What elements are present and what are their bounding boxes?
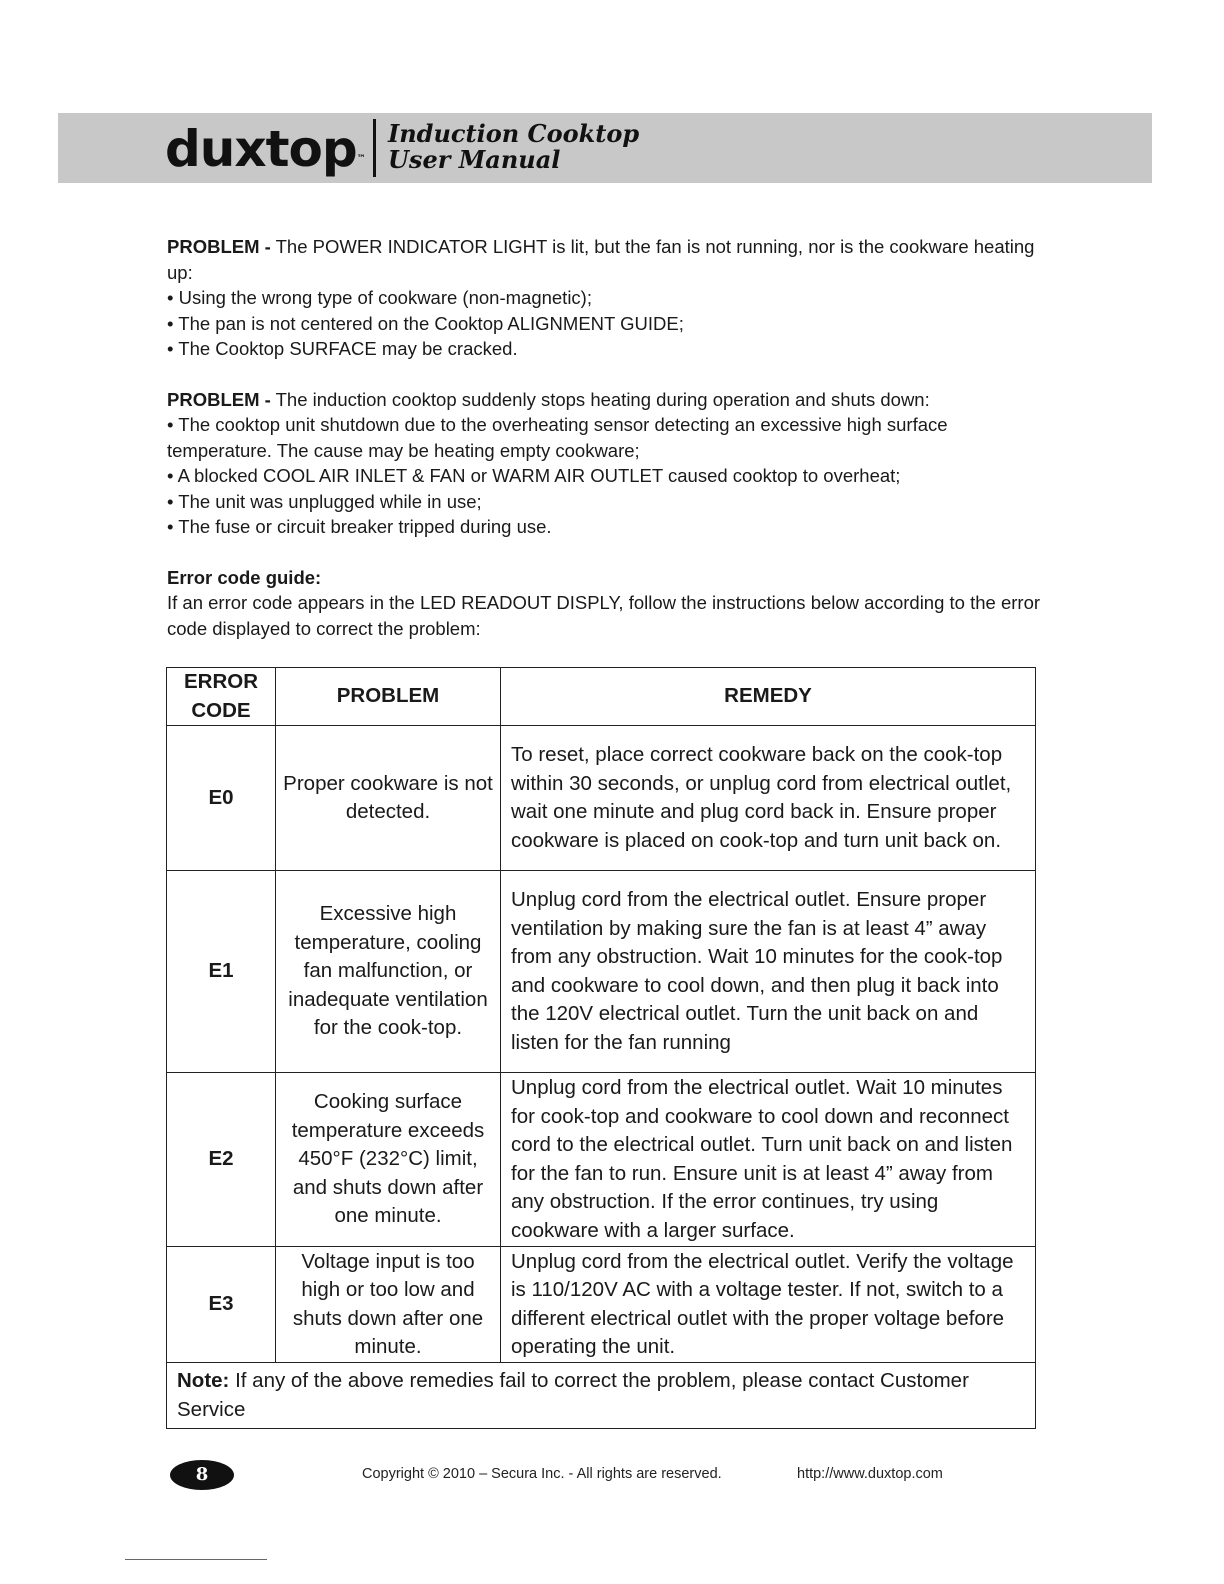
table-header-row <box>167 668 1036 726</box>
footnote-rule <box>125 1559 267 1560</box>
remedy-cell: Unplug cord from the electrical outlet. Ensure proper ventilation by making sure the fan is at least 4” away from any obstruction. Wait 10 minutes for the cook-top and cookware to cool down, and then plug it back into the 120V electrical outlet. Turn the unit back on and listen for the fan running <box>501 871 1036 1073</box>
problem-statement <box>167 234 1047 285</box>
table-row <box>167 726 1036 871</box>
manual-title <box>388 121 639 173</box>
bullet-item: • A blocked COOL AIR INLET & FAN or WARM AIR OUTLET caused cooktop to overheat; <box>167 465 901 486</box>
logo-trademark: ™ <box>356 154 366 164</box>
note-label: Note: <box>177 1369 230 1392</box>
header-remedy: REMEDY <box>501 668 1036 726</box>
duxtop-logo <box>165 121 366 177</box>
bullet-item: • The pan is not centered on the Cooktop ALIGNMENT GUIDE; <box>167 312 684 334</box>
header-error-code <box>167 668 276 726</box>
bullet-item: • The fuse or circuit breaker tripped during use. <box>167 516 552 537</box>
table-note-row <box>167 1363 1036 1429</box>
problem-cell: Excessive high temperature, cooling fan malfunction, or inadequate ventilation for the cook-top. <box>276 871 501 1073</box>
problem-label: PROBLEM - <box>167 388 271 410</box>
title-line-1: Induction Cooktop <box>388 119 640 148</box>
header-code-line-1: ERROR <box>183 670 259 693</box>
note-cell <box>167 1363 1036 1429</box>
problem-label: PROBLEM - <box>167 236 271 257</box>
header-code-line-2: CODE <box>191 698 251 722</box>
problem-statement <box>167 387 1047 413</box>
header-divider <box>373 119 376 177</box>
bullet-item: • The Cooktop SURFACE may be cracked. <box>167 338 518 359</box>
bullet-item: • The unit was unplugged while in use; <box>167 490 482 512</box>
error-guide-section <box>167 565 1047 642</box>
note-text: If any of the above remedies fail to correct the problem, please contact Customer Service <box>177 1369 969 1421</box>
table-row <box>167 1247 1036 1363</box>
error-code-table <box>166 667 1036 1429</box>
error-code-cell: E3 <box>167 1247 276 1363</box>
table-row <box>167 871 1036 1073</box>
error-guide-heading: Error code guide: <box>167 566 322 588</box>
problem-cell: Cooking surface temperature exceeds 450°F (232°C) limit, and shuts down after one minute. <box>276 1073 501 1247</box>
website-url: http://www.duxtop.com <box>797 1466 943 1482</box>
remedy-cell: Unplug cord from the electrical outlet. Wait 10 minutes for cook-top and cookware to cool down and reconnect cord to the electrical outlet. Turn unit back on and listen for the fan to run. Ensure unit is at least 4” away from any obstruction. If the error continues, try using cookware with a larger surface. <box>501 1073 1036 1247</box>
title-line-2: User Manual <box>388 145 561 174</box>
header-problem: PROBLEM <box>276 668 501 726</box>
problem-cell: Voltage input is too high or too low and shuts down after one minute. <box>276 1247 501 1363</box>
error-code-cell: E2 <box>167 1073 276 1247</box>
bullet-item: • Using the wrong type of cookware (non-magnetic); <box>167 287 592 308</box>
main-content <box>167 234 1047 666</box>
bullet-item: • The cooktop unit shutdown due to the overheating sensor detecting an excessive high surface temperature. The cause may be heating empty cookware; <box>167 414 948 461</box>
problem-cell: Proper cookware is not detected. <box>276 726 501 871</box>
problem-text: The POWER INDICATOR LIGHT is lit, but the fan is not running, nor is the cookware heating up: <box>167 236 1035 283</box>
error-code-cell: E0 <box>167 726 276 871</box>
problem-section-1 <box>167 234 1047 362</box>
error-guide-intro: If an error code appears in the LED READOUT DISPLY, follow the instructions below according to the error code displayed to correct the problem: <box>167 592 1041 639</box>
page-number-badge: 8 <box>170 1460 234 1490</box>
problem-section-2 <box>167 387 1047 540</box>
remedy-cell: Unplug cord from the electrical outlet. Verify the voltage is 110/120V AC with a voltage tester. If not, switch to a different electrical outlet with the proper voltage before operating the unit. <box>501 1247 1036 1363</box>
problem-text: The induction cooktop suddenly stops heating during operation and shuts down: <box>270 388 930 410</box>
copyright-text: Copyright © 2010 – Secura Inc. - All rights are reserved. <box>362 1466 722 1482</box>
remedy-cell: To reset, place correct cookware back on the cook-top within 30 seconds, or unplug cord from electrical outlet, wait one minute and plug cord back in. Ensure proper cookware is placed on cook-top and turn unit back on. <box>501 726 1036 871</box>
logo-text: duxtop <box>165 120 357 178</box>
table-row <box>167 1073 1036 1247</box>
error-code-cell: E1 <box>167 871 276 1073</box>
